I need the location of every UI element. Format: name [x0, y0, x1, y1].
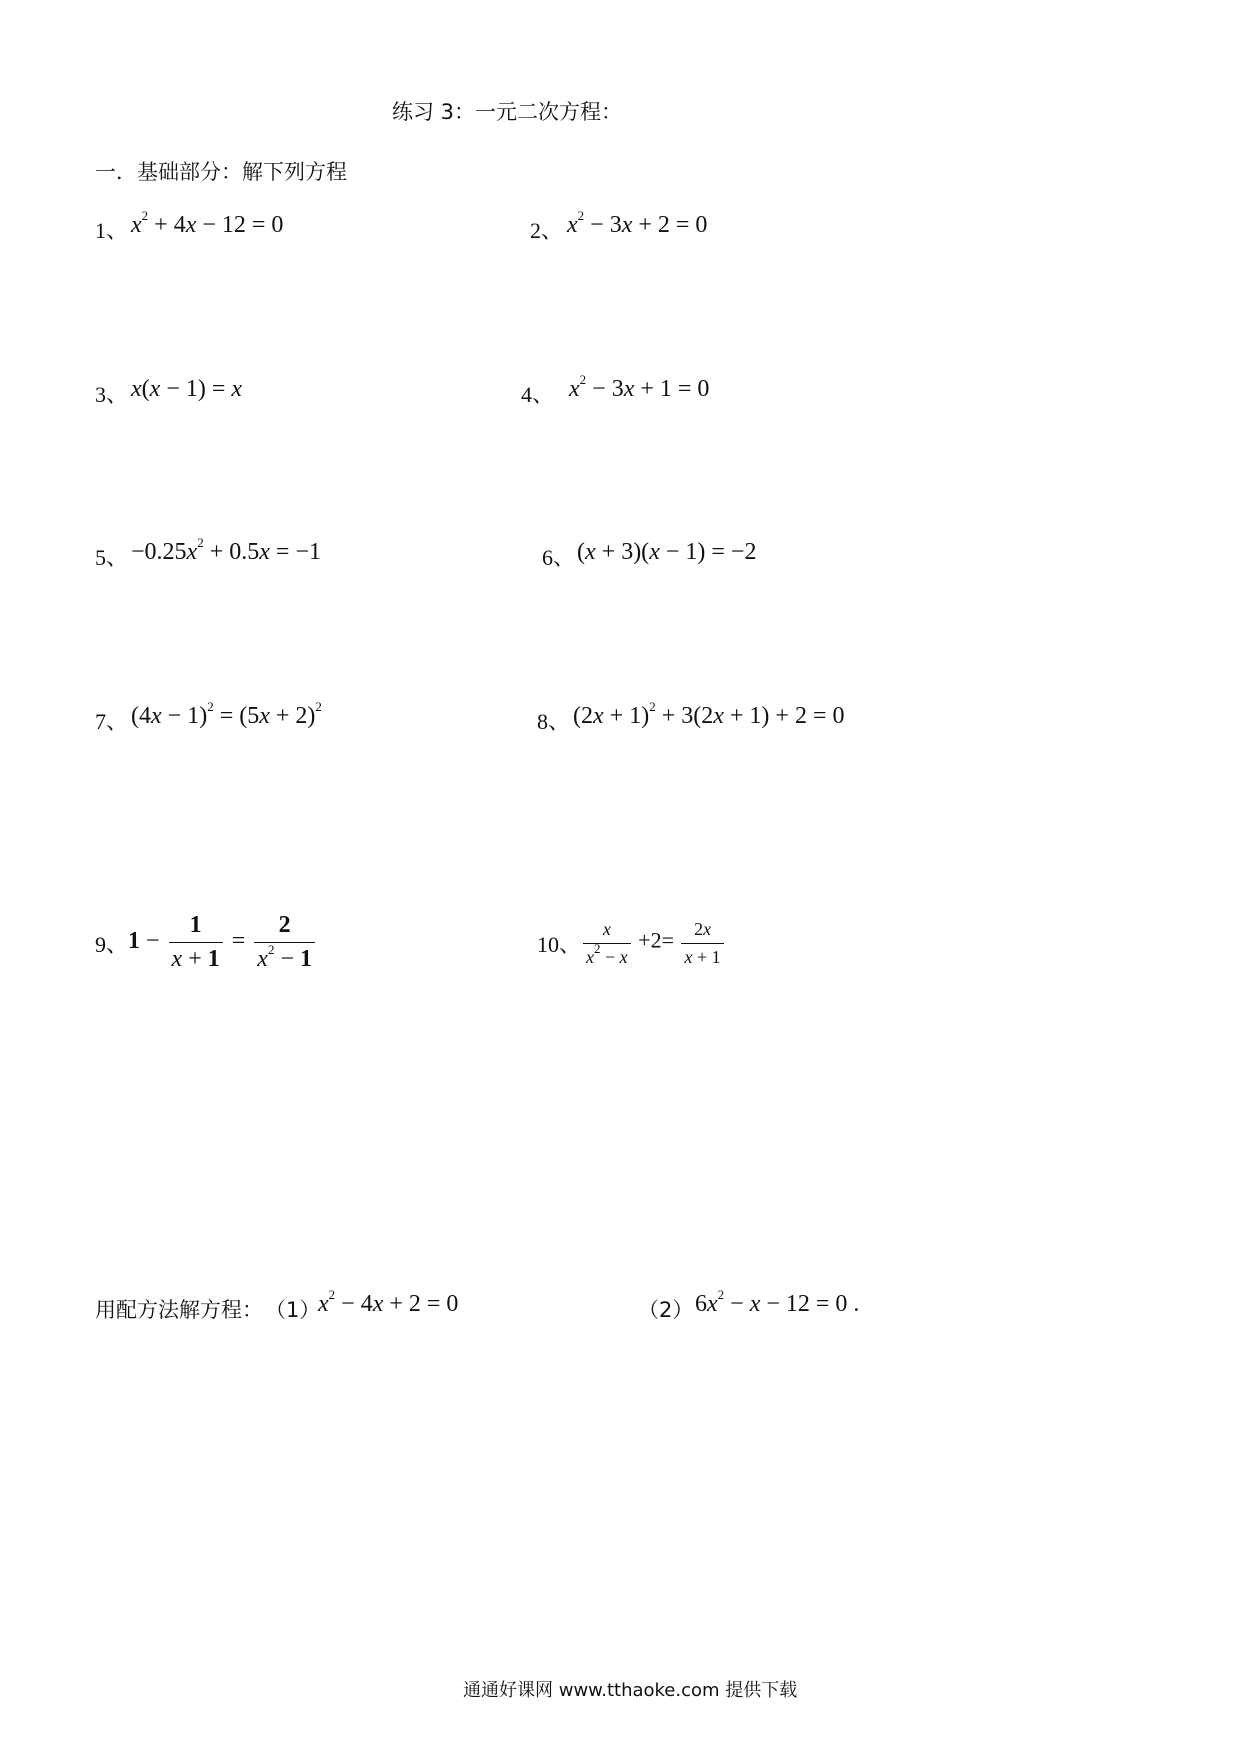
- page-title: 练习 3：一元二次方程：: [392, 100, 623, 124]
- completing-square-part1-equation: $x^2 - 4x + 2 = 0$: [318, 1287, 459, 1317]
- problem-3-equation: x(x − 1) = x: [131, 376, 243, 402]
- problem-8-equation: $(2x + 1)^2 + 3(2x + 1) + 2 = 0$: [573, 699, 845, 729]
- problem-5-label: 5、: [95, 545, 129, 570]
- problem-10-label: 10、: [537, 932, 582, 957]
- section-heading: 一．基础部分：解下列方程: [95, 160, 347, 184]
- problem-8-label: 8、: [537, 709, 571, 734]
- problem-1-label: 1、: [95, 218, 129, 243]
- problem-1-equation: $x^2 + 4x - 12 = 0$: [131, 208, 284, 238]
- footer-credit: 通通好课网 www.tthaoke.com 提供下载: [463, 1680, 798, 1701]
- problem-9-label: 9、: [95, 932, 129, 957]
- problem-10-equation: $\frac{x}{x^2 - x}$ +2= $\frac{2x}{x + 1}$: [580, 919, 727, 968]
- completing-square-part1-label: （1）: [265, 1298, 321, 1322]
- problem-6-label: 6、: [542, 545, 576, 570]
- problem-6-equation: (x + 3)(x − 1) = −2: [577, 539, 757, 565]
- problem-7-equation: $(4x - 1)^2 = (5x + 2)^2$: [131, 699, 322, 729]
- problem-2-label: 2、: [530, 218, 564, 243]
- completing-square-instruction: 用配方法解方程：: [95, 1298, 263, 1322]
- problem-9-equation: 1 − $\frac{1}{x + 1}$ = $\frac{2}{x^2 - 1}$: [128, 912, 318, 973]
- problem-7-label: 7、: [95, 709, 129, 734]
- completing-square-part2-label: （2）: [638, 1298, 694, 1322]
- problem-5-equation: $-0.25x^2 + 0.5x = -1$: [131, 535, 321, 565]
- completing-square-part2-equation: $6x^2 - x - 12 = 0$ .: [695, 1287, 860, 1317]
- problem-4-equation: $x^2 - 3x + 1 = 0$: [569, 372, 710, 402]
- problem-2-equation: $x^2 - 3x + 2 = 0$: [567, 208, 708, 238]
- problem-3-label: 3、: [95, 382, 129, 407]
- problem-4-label: 4、: [521, 382, 555, 407]
